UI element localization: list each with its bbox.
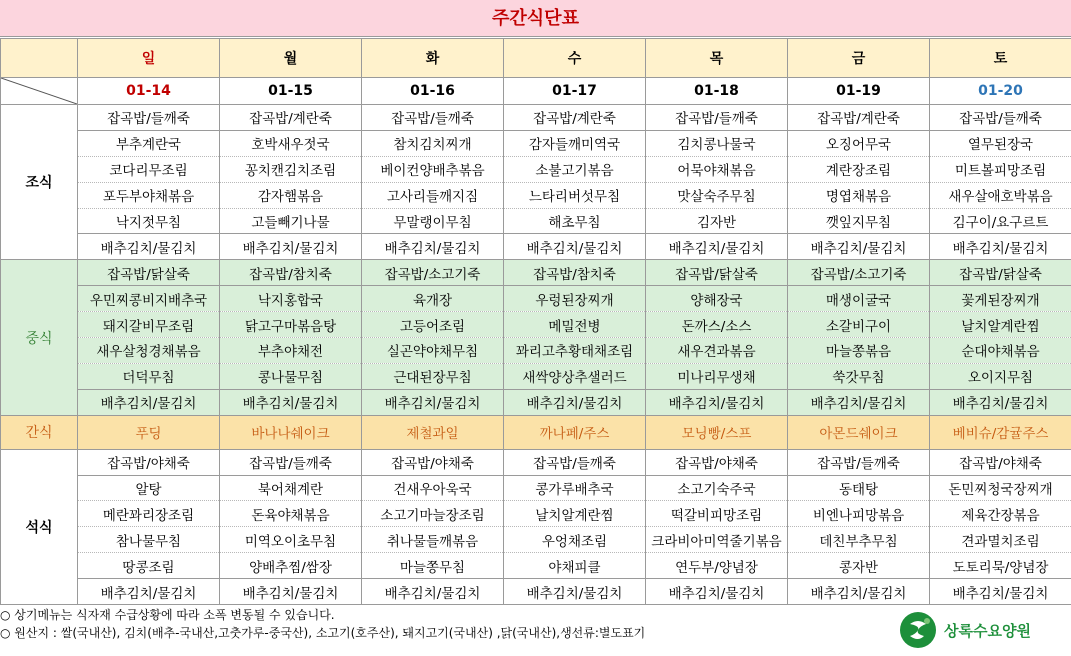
menu-item: 동태탕: [788, 475, 930, 501]
menu-item: 베이컨양배추볶음: [362, 156, 504, 182]
menu-item: 잡곡밥/들깨죽: [788, 449, 930, 475]
menu-item: 마늘쫑볶음: [788, 338, 930, 364]
menu-item: 배추김치/물김치: [220, 234, 362, 260]
menu-item: 새싹양상추샐러드: [504, 363, 646, 389]
menu-item: 배추김치/물김치: [788, 234, 930, 260]
date-header: 01-15: [220, 78, 362, 105]
menu-item: 배추김치/물김치: [220, 579, 362, 605]
menu-item: 잡곡밥/야채죽: [78, 449, 220, 475]
menu-item: 김치콩나물국: [646, 130, 788, 156]
menu-item: 배추김치/물김치: [788, 579, 930, 605]
menu-item: 잡곡밥/들깨죽: [504, 449, 646, 475]
breakfast-row: [1, 182, 1071, 208]
date-header: 01-17: [504, 78, 646, 105]
snack-label: 간식: [1, 415, 78, 449]
menu-item: 미나리무생채: [646, 363, 788, 389]
date-header: 01-18: [646, 78, 788, 105]
menu-item: 잡곡밥/참치죽: [220, 260, 362, 286]
menu-item: 배추김치/물김치: [78, 234, 220, 260]
menu-item: 우민찌콩비지배추국: [78, 286, 220, 312]
menu-item: 푸딩: [78, 415, 220, 449]
menu-item: 배추김치/물김치: [220, 389, 362, 415]
menu-item: 잡곡밥/들깨죽: [78, 105, 220, 131]
menu-item: 실곤약야채무침: [362, 338, 504, 364]
dinner-row: [1, 449, 1071, 475]
day-header: 토: [930, 39, 1071, 78]
menu-item: 잡곡밥/소고기죽: [362, 260, 504, 286]
menu-item: 배추김치/물김치: [362, 389, 504, 415]
menu-item: 잡곡밥/들깨죽: [930, 105, 1071, 131]
breakfast-row: [1, 156, 1071, 182]
dinner-row: [1, 553, 1071, 579]
menu-item: 고사리들깨지짐: [362, 182, 504, 208]
menu-item: 더덕무침: [78, 363, 220, 389]
lunch-row: [1, 389, 1071, 415]
menu-item: 열무된장국: [930, 130, 1071, 156]
menu-item: 땅콩조림: [78, 553, 220, 579]
dinner-row: [1, 527, 1071, 553]
date-header: 01-16: [362, 78, 504, 105]
menu-item: 잡곡밥/참치죽: [504, 260, 646, 286]
menu-item: 순대야채볶음: [930, 338, 1071, 364]
menu-item: 계란장조림: [788, 156, 930, 182]
breakfast-row: [1, 234, 1071, 260]
brand-logo: [898, 608, 1068, 652]
menu-item: 배추김치/물김치: [504, 579, 646, 605]
day-header: 일: [78, 39, 220, 78]
menu-item: 참치김치찌개: [362, 130, 504, 156]
menu-item: 양해장국: [646, 286, 788, 312]
menu-item: 낙지젓무침: [78, 208, 220, 234]
menu-item: 비엔나피망볶음: [788, 501, 930, 527]
menu-item: 감자햄볶음: [220, 182, 362, 208]
menu-item: 꽃게된장찌개: [930, 286, 1071, 312]
menu-item: 콩가루배추국: [504, 475, 646, 501]
lunch-row: [1, 260, 1071, 286]
menu-item: 고등어조림: [362, 312, 504, 338]
menu-item: 날치알계란찜: [930, 312, 1071, 338]
menu-item: 우엉채조림: [504, 527, 646, 553]
menu-item: 새우견과볶음: [646, 338, 788, 364]
menu-item: 잡곡밥/들깨죽: [220, 449, 362, 475]
menu-item: 참나물무침: [78, 527, 220, 553]
menu-item: 소고기마늘장조림: [362, 501, 504, 527]
menu-item: 제육간장볶음: [930, 501, 1071, 527]
menu-item: 닭고구마볶음탕: [220, 312, 362, 338]
menu-item: 제철과일: [362, 415, 504, 449]
menu-item: 돈까스/소스: [646, 312, 788, 338]
menu-item: 돈육야채볶음: [220, 501, 362, 527]
menu-item: 무말랭이무침: [362, 208, 504, 234]
menu-item: 돼지갈비무조림: [78, 312, 220, 338]
menu-item: 도토리묵/양념장: [930, 553, 1071, 579]
menu-item: 명엽채볶음: [788, 182, 930, 208]
corner-cell: [1, 39, 78, 78]
menu-item: 떡갈비피망조림: [646, 501, 788, 527]
lunch-row: [1, 338, 1071, 364]
menu-item: 육개장: [362, 286, 504, 312]
menu-item: 호박새우젓국: [220, 130, 362, 156]
day-header: 목: [646, 39, 788, 78]
menu-item: 잡곡밥/닭살죽: [930, 260, 1071, 286]
menu-item: 배추김치/물김치: [362, 579, 504, 605]
menu-item: 연두부/양념장: [646, 553, 788, 579]
menu-item: 부추야채전: [220, 338, 362, 364]
note-line: ○ 원산지 : 쌀(국내산), 김치(배추-국내산,고춧가루-중국산), 소고기(호주산), 돼지고기(국내산) ,닭(국내산),생선류:별도표기: [0, 626, 646, 640]
lunch-row: [1, 363, 1071, 389]
weekly-menu-table: [0, 38, 1071, 605]
menu-item: 잡곡밥/계란죽: [504, 105, 646, 131]
page-title: 주간식단표: [0, 0, 1071, 37]
menu-item: 배추김치/물김치: [504, 234, 646, 260]
menu-item: 배추김치/물김치: [788, 389, 930, 415]
menu-item: 미역오이초무침: [220, 527, 362, 553]
menu-item: 김자반: [646, 208, 788, 234]
menu-item: 마늘쫑무침: [362, 553, 504, 579]
breakfast-row: [1, 130, 1071, 156]
menu-item: 고들빼기나물: [220, 208, 362, 234]
menu-item: 잡곡밥/소고기죽: [788, 260, 930, 286]
menu-item: 오징어무국: [788, 130, 930, 156]
menu-item: 쑥갓무침: [788, 363, 930, 389]
menu-item: 콩나물무침: [220, 363, 362, 389]
menu-item: 포두부야채볶음: [78, 182, 220, 208]
menu-item: 콩자반: [788, 553, 930, 579]
date-header: 01-20: [930, 78, 1071, 105]
menu-item: 잡곡밥/계란죽: [220, 105, 362, 131]
menu-item: 배추김치/물김치: [930, 579, 1071, 605]
menu-item: 견과멸치조림: [930, 527, 1071, 553]
breakfast-row: [1, 105, 1071, 131]
notes: [0, 606, 880, 642]
snack-row: [1, 415, 1071, 449]
menu-item: 오이지무침: [930, 363, 1071, 389]
menu-item: 까나페/주스: [504, 415, 646, 449]
menu-item: 야채피클: [504, 553, 646, 579]
menu-item: 부추계란국: [78, 130, 220, 156]
menu-item: 배추김치/물김치: [78, 579, 220, 605]
dinner-row: [1, 475, 1071, 501]
day-header: 월: [220, 39, 362, 78]
sangnoksu-logo-icon: [898, 610, 938, 650]
lunch-row: [1, 286, 1071, 312]
menu-item: 어묵야채볶음: [646, 156, 788, 182]
menu-item: 잡곡밥/닭살죽: [646, 260, 788, 286]
brand-name: 상록수요양원: [944, 621, 1031, 640]
menu-item: 새우살애호박볶음: [930, 182, 1071, 208]
menu-item: 맛살숙주무침: [646, 182, 788, 208]
menu-item: 소갈비구이: [788, 312, 930, 338]
menu-item: 크라비아미역줄기볶음: [646, 527, 788, 553]
menu-item: 배추김치/물김치: [646, 389, 788, 415]
note-line: ○ 상기메뉴는 식자재 수급상황에 따라 소폭 변동될 수 있습니다.: [0, 608, 335, 622]
menu-item: 배추김치/물김치: [930, 234, 1071, 260]
menu-item: 배추김치/물김치: [78, 389, 220, 415]
menu-item: 코다리무조림: [78, 156, 220, 182]
menu-item: 바나나쉐이크: [220, 415, 362, 449]
menu-item: 양배추찜/쌈장: [220, 553, 362, 579]
menu-item: 잡곡밥/들깨죽: [646, 105, 788, 131]
lunch-row: [1, 312, 1071, 338]
dinner-label: 석식: [1, 449, 78, 604]
date-header-row: [1, 78, 1071, 105]
dinner-row: [1, 501, 1071, 527]
date-header: 01-19: [788, 78, 930, 105]
diagonal-corner-cell: [1, 78, 78, 105]
menu-item: 잡곡밥/야채죽: [362, 449, 504, 475]
menu-item: 매생이굴국: [788, 286, 930, 312]
menu-item: 날치알계란찜: [504, 501, 646, 527]
menu-item: 아몬드쉐이크: [788, 415, 930, 449]
menu-item: 잡곡밥/닭살죽: [78, 260, 220, 286]
menu-item: 해초무침: [504, 208, 646, 234]
menu-item: 메란꽈리장조림: [78, 501, 220, 527]
menu-item: 모닝빵/스프: [646, 415, 788, 449]
menu-item: 배추김치/물김치: [646, 234, 788, 260]
menu-item: 소고기숙주국: [646, 475, 788, 501]
menu-item: 감자들깨미역국: [504, 130, 646, 156]
day-header: 화: [362, 39, 504, 78]
menu-item: 새우살청경채볶음: [78, 338, 220, 364]
menu-item: 취나물들깨볶음: [362, 527, 504, 553]
menu-item: 잡곡밥/들깨죽: [362, 105, 504, 131]
menu-item: 건새우아욱국: [362, 475, 504, 501]
menu-item: 북어채계란: [220, 475, 362, 501]
menu-item: 배추김치/물김치: [504, 389, 646, 415]
day-header: 수: [504, 39, 646, 78]
menu-item: 데친부추무침: [788, 527, 930, 553]
menu-item: 배추김치/물김치: [362, 234, 504, 260]
menu-item: 깻잎지무침: [788, 208, 930, 234]
day-header: 금: [788, 39, 930, 78]
menu-item: 돈민찌청국장찌개: [930, 475, 1071, 501]
menu-item: 꽈리고추황태채조림: [504, 338, 646, 364]
menu-item: 우렁된장찌개: [504, 286, 646, 312]
day-header-row: [1, 39, 1071, 78]
diagonal-line-icon: [1, 78, 77, 104]
menu-item: 김구이/요구르트: [930, 208, 1071, 234]
menu-item: 미트볼피망조림: [930, 156, 1071, 182]
menu-item: 낙지홍합국: [220, 286, 362, 312]
breakfast-row: [1, 208, 1071, 234]
menu-item: 베비슈/감귤주스: [930, 415, 1071, 449]
date-header: 01-14: [78, 78, 220, 105]
menu-item: 메밀전병: [504, 312, 646, 338]
menu-item: 배추김치/물김치: [930, 389, 1071, 415]
menu-item: 잡곡밥/야채죽: [646, 449, 788, 475]
menu-item: 소불고기볶음: [504, 156, 646, 182]
menu-item: 근대된장무침: [362, 363, 504, 389]
menu-item: 잡곡밥/야채죽: [930, 449, 1071, 475]
menu-item: 느타리버섯무침: [504, 182, 646, 208]
menu-item: 알탕: [78, 475, 220, 501]
dinner-row: [1, 579, 1071, 605]
menu-item: 꽁치캔김치조림: [220, 156, 362, 182]
menu-item: 잡곡밥/계란죽: [788, 105, 930, 131]
breakfast-label: 조식: [1, 105, 78, 260]
menu-item: 배추김치/물김치: [646, 579, 788, 605]
lunch-label: 중식: [1, 260, 78, 415]
